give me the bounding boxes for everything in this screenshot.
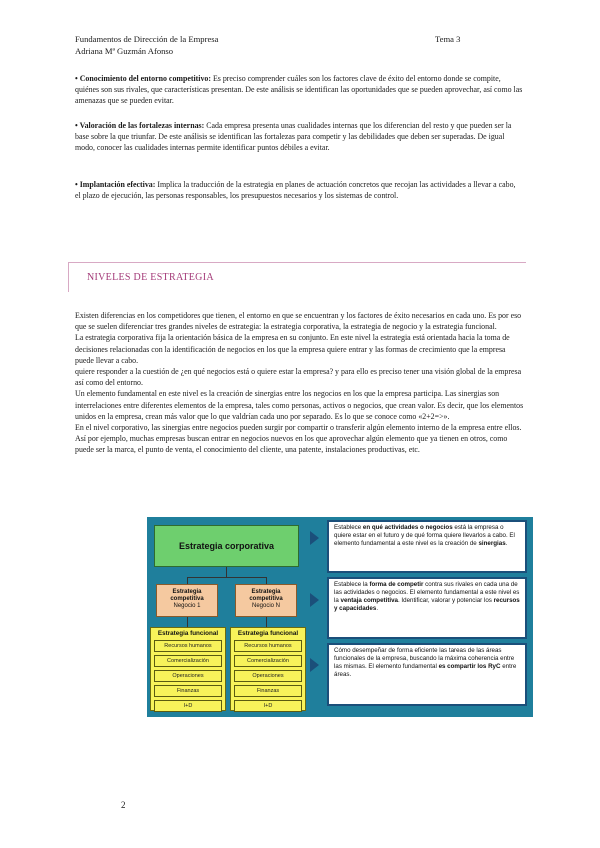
desc-bold: ventaja competitiva bbox=[340, 596, 398, 604]
bullet-implantacion bbox=[75, 179, 523, 201]
corporate-strategy-box: Estrategia corporativa bbox=[154, 525, 299, 567]
body-paragraph: Existen diferencias en los competidores que tienen, el entorno en que se encuentran y los factores de éxito necesarios en cada uno. Es por eso que se suelen diferenciar tres grandes niveles de estrategia: la estrategia corporativa, la estrategia de negocio y la estrategia funcional. bbox=[75, 311, 522, 332]
desc-text: Establece bbox=[334, 524, 363, 531]
desc-text: contra sus rivales en cada una de las actividades o negocios. El elemento fundamental a este nivel es la bbox=[334, 581, 520, 604]
bullet-title: • Implantación efectiva: bbox=[75, 180, 156, 189]
competitive-title: Estrategia competitiva bbox=[249, 589, 283, 602]
course-title: Fundamentos de Dirección de la Empresa bbox=[75, 34, 219, 44]
connector bbox=[187, 577, 188, 584]
functional-strategy-box-1 bbox=[150, 627, 226, 711]
functional-item: Finanzas bbox=[234, 685, 302, 697]
functional-item: Operaciones bbox=[154, 670, 222, 682]
functional-item: I+D bbox=[234, 700, 302, 712]
functional-description bbox=[327, 643, 527, 706]
page-header bbox=[75, 33, 535, 57]
competitive-strategy-box-n bbox=[235, 584, 297, 617]
section-title: NIVELES DE ESTRATEGIA bbox=[87, 272, 214, 283]
bullet-title: • Conocimiento del entorno competitivo: bbox=[75, 74, 212, 83]
body-text bbox=[75, 310, 525, 456]
connector bbox=[266, 577, 267, 584]
section-rule bbox=[68, 262, 526, 263]
competitive-title: Estrategia competitiva bbox=[170, 589, 204, 602]
bullet-title: • Valoración de las fortalezas internas: bbox=[75, 121, 205, 130]
competitive-business: Negocio N bbox=[251, 603, 280, 609]
desc-bold: recursos y capacidades bbox=[334, 596, 520, 612]
functional-strategy-box-n bbox=[230, 627, 306, 711]
connector bbox=[266, 617, 267, 627]
connector bbox=[187, 617, 188, 627]
bullet-entorno bbox=[75, 73, 523, 107]
functional-item: Comercialización bbox=[234, 655, 302, 667]
desc-text: . bbox=[376, 604, 379, 612]
section-rule-vertical bbox=[68, 262, 69, 292]
arrow-right-icon bbox=[310, 593, 319, 607]
body-paragraph: Un elemento fundamental en este nivel es la creación de sinergias entre los negocios en los que la empresa participa. Las sinergias son interrelaciones entre diferentes elementos de la empresa, tales como personas, activos o negocios, que crean valor. Es decir, que los elementos unidos en la empresa, crean más valor que lo que valdrían cada uno por separado. Es lo que se conoce como «2+2=>». bbox=[75, 389, 524, 421]
desc-text: Cómo desempeñar de forma eficiente las tareas de las áreas funcionales de la empresa, buscando la máxima coherencia entre las mismas. El elemento fundamental bbox=[334, 647, 515, 670]
functional-item: Recursos humanos bbox=[154, 640, 222, 652]
arrow-right-icon bbox=[310, 531, 319, 545]
connector bbox=[226, 567, 227, 577]
desc-text: Establece la bbox=[334, 581, 370, 588]
functional-item: Comercialización bbox=[154, 655, 222, 667]
author-name: Adriana Mª Guzmán Afonso bbox=[75, 46, 174, 56]
functional-title: Estrategia funcional bbox=[157, 630, 219, 637]
desc-bold: sinergias bbox=[478, 539, 506, 547]
desc-bold: es compartir los RyC bbox=[438, 662, 501, 670]
strategy-levels-diagram bbox=[147, 517, 533, 717]
topic-label: Tema 3 bbox=[435, 34, 461, 44]
desc-text: . bbox=[505, 539, 508, 547]
connector bbox=[187, 577, 267, 578]
desc-text: está la empresa o quiere estar en el futuro y de qué forma quiere llevarlos a cabo. El elemento fundamental a este nivel es la creación de bbox=[334, 524, 515, 547]
body-paragraph: La estrategia corporativa fija la orientación básica de la empresa en su conjunto. En este nivel la estrategia está orientada hacia la toma de decisiones relacionadas con la identificación de negocios en los que la empresa quiere entrar y las formas de crecimiento que la empresa puede llevar a cabo. bbox=[75, 333, 510, 365]
competitive-strategy-box-1 bbox=[156, 584, 218, 617]
bullet-text: Implica la traducción de la estrategia en planes de actuación concretos que recojan las actividades a llevar a cabo, el plazo de ejecución, las personas responsables, los presupuestos necesarios y los sistemas de control. bbox=[75, 180, 516, 201]
desc-text: entre áreas. bbox=[334, 662, 517, 678]
functional-item: Recursos humanos bbox=[234, 640, 302, 652]
body-paragraph: En el nivel corporativo, las sinergias entre negocios pueden surgir por compartir o transferir algún elemento interno de la empresa entre ellos. Así por ejemplo, muchas empresas buscan entrar en negocios nuevos en los que aprovechar algún elemento que ya tienen en otros, como puede ser la marca, el punto de venta, el conocimiento del cliente, una patente, instalaciones productivas, etc. bbox=[75, 423, 522, 455]
functional-item: Finanzas bbox=[154, 685, 222, 697]
bullet-fortalezas bbox=[75, 120, 523, 154]
competitive-description bbox=[327, 577, 527, 639]
arrow-right-icon bbox=[310, 658, 319, 672]
desc-bold: en qué actividades o negocios bbox=[362, 524, 453, 531]
functional-item: I+D bbox=[154, 700, 222, 712]
bullet-text: Es preciso comprender cuáles son los factores clave de éxito del entorno donde se compite, quiénes son sus rivales, que características presentan. De este análisis se identifican las oportunidades que se pueden aprovechar, así como las amenazas que se pueden evitar. bbox=[75, 74, 523, 106]
competitive-business: Negocio 1 bbox=[173, 603, 201, 609]
desc-text: . Identificar, valorar y potenciar los bbox=[397, 596, 494, 604]
body-paragraph: quiere responder a la cuestión de ¿en qué negocios está o quiere estar la empresa? y para ello es preciso tener una visión global de la empresa así como del entorno. bbox=[75, 367, 522, 388]
functional-title: Estrategia funcional bbox=[237, 630, 299, 637]
page-number: 2 bbox=[121, 800, 126, 810]
corporate-description bbox=[327, 520, 527, 573]
bullet-text: Cada empresa presenta unas cualidades internas que los diferencian del resto y que pueden ser la base sobre la que triunfar. De este análisis se identifican las fortalezas para competir y las debilidades que deben ser superadas. De igual modo, conocer las cualidades internas permite identificar puntos débiles a evitar. bbox=[75, 121, 512, 153]
desc-bold: forma de competir bbox=[369, 581, 424, 588]
functional-item: Operaciones bbox=[234, 670, 302, 682]
